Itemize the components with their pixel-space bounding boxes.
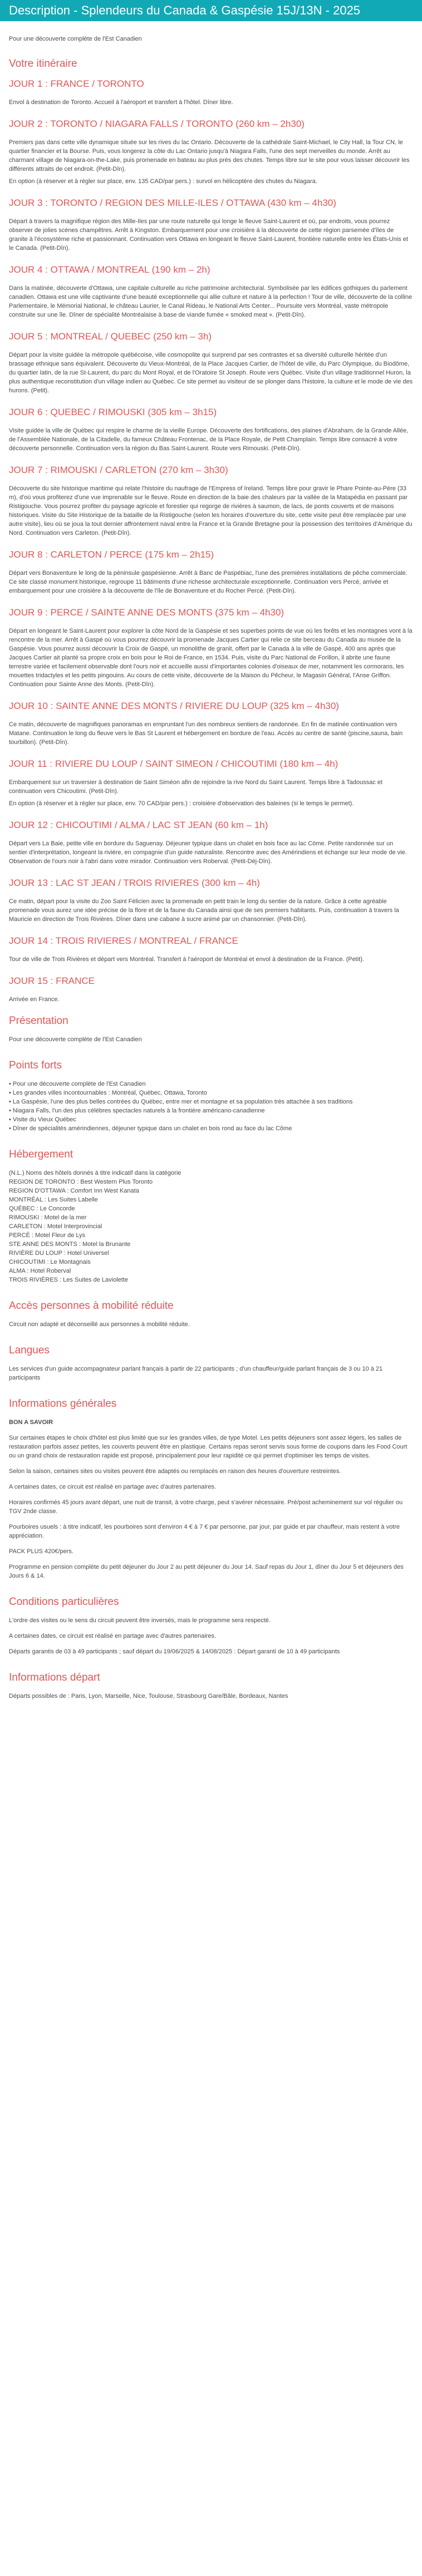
infos-paragraphs: [0, 1434, 422, 1580]
langues-title: Langues: [9, 1344, 50, 1356]
day-title: JOUR 6 : QUEBEC / RIMOUSKI (305 km – 3h15): [9, 407, 217, 417]
hotel-item: REGION D'OTTAWA : Comfort Inn West Kanata: [9, 1188, 139, 1194]
day-text: Arrivée en France.: [9, 996, 60, 1003]
hotel-item: QUÉBEC : Le Concorde: [9, 1205, 75, 1212]
day-10: [0, 700, 422, 747]
condition-paragraph: A certaines dates, ce circuit est réalisé en partage avec d'autres partenaires.: [9, 1633, 217, 1639]
points-section: [0, 1060, 422, 1133]
info-paragraph: PACK PLUS 420€/pers.: [9, 1548, 73, 1555]
itinerary-days: [0, 78, 422, 1004]
day-13: [0, 877, 422, 924]
info-paragraph: Selon la saison, certaines sites ou visites peuvent être adaptés ou remplacés en raison des heures d'ouverture restreintes.: [9, 1468, 341, 1475]
page-header: [0, 0, 422, 21]
page-title: Description - Splendeurs du Canada & Gaspésie 15J/13N - 2025: [9, 3, 361, 17]
info-paragraph: Sur certaines étapes le choix d'hôtel est plus limité que sur les grandes villes, de type Motel. Les petits déjeuners sont assez légers, les salles de restauration parfois assez petites, les couverts peuvent être en plastique. Certains repas seront servis sous forme de coupons dans les Food Court ou un grand choix de restauration rapide est proposé, principalement pour leur rapidité ce qui permet d'optimiser les temps de visites.: [9, 1435, 408, 1459]
day-11: [0, 758, 422, 808]
day-title: JOUR 7 : RIMOUSKI / CARLETON (270 km – 3h30): [9, 465, 228, 475]
day-4: [0, 264, 422, 319]
hotel-item: REGION DE TORONTO : Best Western Plus Toronto: [9, 1179, 153, 1185]
presentation-title: Présentation: [9, 1015, 68, 1027]
day-8: [0, 549, 422, 595]
day-14: [0, 935, 422, 964]
info-paragraph: Horaires confirmés 45 jours avant départ, une nuit de transit, à votre charge, peut s'avérer nécessaire. Pré/post acheminement sur vol régulier ou TGV 2nde classe.: [9, 1499, 403, 1515]
acces-section: [0, 1300, 422, 1329]
point-item: • La Gaspésie, l'une des plus belles contrées du Québec, entre mer et montagne et sa population très attachée à ses traditions: [9, 1099, 353, 1105]
infos-title: Informations générales: [9, 1398, 117, 1410]
day-text: Départ en longeant le Saint-Laurent pour explorer la côte Nord de la Gaspésie et ses superbes points de vue où les forêts et les montagnes vont à la rencontre de la mer. Arrêt à Gaspé où vous pourrez découvrir la promenade Jacques Cartier qui relie ce site berceau du Canada au musée de la Gaspésie. Vous pourrez aussi découvrir la Croix de Gaspé, un monolithe de granit, offert par le Canada à la ville de Gaspé, 400 ans après que Jacques Cartier ait planté sa propre croix en bois pour le Roi de France, en 1534. Puis, visite du Parc National de Forillon, il abrite une faune terrestre variée et facilement observable dont l'ours noir et accueille aussi d'importantes colonies d'oiseaux de mer, notamment les cormorans, les mouettes tridactyles et les petits pingouins. Au cours de cette visite, découverte de la Maison du Pêcheur, le Magasin Général, l'Anse Griffon. Continuation pour Sainte Anne des Monts. (Petit-Dîn).: [9, 628, 413, 688]
day-title: JOUR 8 : CARLETON / PERCE (175 km – 2h15): [9, 549, 214, 560]
day-title: JOUR 9 : PERCE / SAINTE ANNE DES MONTS (375 km – 4h30): [9, 607, 284, 618]
point-item: • Pour une découverte complète de l'Est Canadien: [9, 1081, 146, 1087]
day-15: [0, 975, 422, 1004]
conditions-title: Conditions particulières: [9, 1596, 119, 1608]
day-6: [0, 406, 422, 453]
day-text: Envol à destination de Toronto. Accueil à l'aéroport et transfert à l'hôtel. Dîner libre.: [9, 99, 233, 106]
hebergement-note: (N.L.) Noms des hôtels donnés à titre indicatif dans la catégorie: [9, 1170, 181, 1176]
acces-text: Circuit non adapté et déconseillé aux personnes à mobilité réduite.: [9, 1321, 190, 1328]
day-text: En option (à réserver et à régler sur place, env. 70 CAD/par pers.) : croisière d'observation des baleines (si le temps le permet).: [9, 800, 354, 807]
hotel-item: RIVIÈRE DU LOUP : Hotel Universel: [9, 1250, 109, 1257]
infos-section: [0, 1398, 422, 1580]
hebergement-title: Hébergement: [9, 1149, 73, 1160]
depart-title: Informations départ: [9, 1672, 100, 1683]
day-title: JOUR 11 : RIVIERE DU LOUP / SAINT SIMEON / CHICOUTIMI (180 km – 4h): [9, 758, 338, 769]
hotel-item: STE ANNE DES MONTS : Motel la Brunante: [9, 1241, 131, 1248]
hotel-item: MONTRÉAL : Les Suites Labelle: [9, 1196, 98, 1203]
hotel-item: TROIS RIVIÈRES : Les Suites de Laviolette: [9, 1277, 128, 1283]
day-text: Départ vers La Baie, petite ville en bordure du Saguenay. Déjeuner typique dans un chalet en bois face au lac Cöme. Petite randonnée sur un sentier d'interprétation, longeant la rivière, en compagnie d'un guide naturaliste. Rencontre avec des Amérindiens et échange sur leur mode de vie. Observation de l'ours noir à l'abri dans votre mirador. Continuation vers Roberval. (Petit-Déj-Dîn).: [9, 840, 407, 865]
point-item: • Dîner de spécialités amérindiennes, déjeuner typique dans un chalet en bois rond au face du lac Côme: [9, 1125, 292, 1132]
point-item: • Visite du Vieux Québec: [9, 1116, 76, 1123]
langues-text: Les services d'un guide accompagnateur parlant français à partir de 22 participants ; d'un chauffeur/guide parlant français de 3 ou 10 à 21 participants: [9, 1366, 383, 1381]
infos-subtitle: BON A SAVOIR: [9, 1419, 53, 1426]
hotel-item: ALMA : Hotel Roberval: [9, 1268, 71, 1274]
day-text: Dans la matinée, découverte d'Ottawa, une capitale culturelle au riche patrimoine architectural. Symbolisée par les édifices gothiques du parlement canadien. Ottawa est une ville captivante d'une beauté exceptionnelle qui allie culture et nature à la perfection ! Tour de ville, découverte de la colline Parlementaire, le Mémorial National, le château Laurier, le Canal Rideau, le National Arts Center... Poursuite vers Montréal, vaste métropole construite sur une île. Dîner de spécialité Montréalaise à base de viande fumée « smoked meat ». (Petit-Dîn).: [9, 285, 413, 318]
day-text: Départ à travers la magnifique région des Mille-Iles par une route naturelle qui longe le fleuve Saint-Laurent et où, par endroits, vous pourrez observer de jolies scènes champêtres. Arrêt à Kingston. Embarquement pour une croisière à la découverte de cette région parsemée d'îles de granite à l'écosystème riche et passionnant. Continuation vers Ottawa en longeant le fleuve Saint-Laurent, frontière naturelle entre les États-Unis et le Canada. (Petit-Dîn).: [9, 218, 408, 252]
day-1: [0, 78, 422, 107]
presentation-section: [0, 1015, 422, 1044]
presentation-text: Pour une découverte complète de l'Est Canadien: [9, 1036, 142, 1043]
condition-paragraph: Départs garantis de 03 à 49 participants ; sauf départ du 19/06/2025 & 14/08/2025 : Départ garanti de 10 à 49 participants: [9, 1648, 340, 1655]
hotel-item: CHICOUTIMI : Le Montagnais: [9, 1259, 91, 1265]
day-title: JOUR 13 : LAC ST JEAN / TROIS RIVIERES (300 km – 4h): [9, 878, 260, 888]
day-3: [0, 197, 422, 253]
itinerary-title: Votre itinéraire: [9, 58, 77, 70]
point-item: • Niagara Falls, l'un des plus célèbres spectacles naturels à la frontière américano-canadienne: [9, 1107, 265, 1114]
day-title: JOUR 14 : TROIS RIVIERES / MONTREAL / FRANCE: [9, 935, 238, 946]
day-2: [0, 118, 422, 186]
hotel-item: RIMOUSKI : Motel de la mer: [9, 1214, 87, 1221]
conditions-section: [0, 1596, 422, 1656]
day-title: JOUR 10 : SAINTE ANNE DES MONTS / RIVIERE DU LOUP (325 km – 4h30): [9, 701, 339, 711]
day-text: Premiers pas dans cette ville dynamique située sur les rives du lac Ontario. Découverte de la cathédrale Saint-Michael, le City Hall, la Tour CN, le quartier financier et la Bourse. Puis, vous longerez la côte du Lac Ontario jusqu'à Niagara Falls, l'une des sept merveilles du monde. Arrêt au charmant village de Niagara-on-the-Lake, puis promenade en bateau au plus près des chutes. Temps libre sur le site pour vous laisser découvrir les différents attraits de cet endroit. (Petit-Dîn).: [9, 139, 410, 173]
points-list: [0, 1080, 422, 1133]
langues-section: [0, 1344, 422, 1382]
day-title: JOUR 3 : TORONTO / REGION DES MILLE-ILES / OTTAWA (430 km – 4h30): [9, 198, 336, 208]
day-text: Tour de ville de Trois Rivières et départ vers Montréal. Transfert à l'aéroport de Montréal et envol à destination de la France. (Petit).: [9, 956, 364, 963]
conditions-paragraphs: [0, 1616, 422, 1656]
day-text: Visite guidée la ville de Québec qui respire le charme de la vieille Europe. Découverte des fortifications, des plaines d'Abraham, de la Grande Allée, de l'Assemblée Nationale, de la Citadelle, du fameux Château Frontenac, de la Place Royale, de Petit Champlain. Temps libre consacré à votre découverte personnelle. Continuation vers la région du Bas Saint-Laurent. Route vers Rimouski. (Petit-Dîn).: [9, 427, 409, 452]
day-text: Découverte du site historique maritime qui relate l'histoire du naufrage de l'Empress of Ireland. Temps libre pour gravir le Phare Pointe-au-Père (33 m), d'où vous profiterez d'une vue imprenable sur le fleuve. Route en direction de la baie des chaleurs par la vallée de la Matapédia en passant par Ristigouche. Vous pourrez profiter du paysage agricole et forestier qui regorge de rivières à saumon, de lacs, de ponts couverts et de maisons historiques. Visite du Site Historique de la bataille de la Ristigouche (selon les horaires d'ouverture du site, cette visite peut être remplacée par une autre visite), lieu où se joua la tout dernier affrontement naval entre la France et la Grande Bretagne pour la possession des territoires d'Amérique du Nord. Continuation vers Carleton. (Petit-Dîn).: [9, 485, 413, 536]
point-item: • Les grandes villes incontournables : Montréal, Québec, Ottawa, Toronto: [9, 1090, 207, 1096]
points-title: Points forts: [9, 1060, 62, 1071]
depart-section: [0, 1672, 422, 1701]
day-text: Ce matin, départ pour la visite du Zoo Saint Félicien avec la promenade en petit train le long du sentier de la nature. Grâce à cette agréable promenade vous aurez une idée précise de la flore et de la faune du Canada ainsi que de ses premiers habitants. Puis, continuation à travers la Mauricie en direction de Trois Rivières. Dîner dans une cabane à sucre animé par un chansonnier. (Petit-Dîn).: [9, 898, 399, 923]
depart-text: Départs possibles de : Paris, Lyon, Marseille, Nice, Toulouse, Strasbourg Gare/Bâle, Bordeaux, Nantes: [9, 1693, 288, 1700]
info-paragraph: A certaines dates, ce circuit est réalisé en partage avec d'autres partenaires.: [9, 1484, 217, 1490]
day-title: JOUR 1 : FRANCE / TORONTO: [9, 78, 144, 89]
day-title: JOUR 2 : TORONTO / NIAGARA FALLS / TORONTO (260 km – 2h30): [9, 119, 305, 129]
day-text: Ce matin, découverte de magnifiques panoramas en empruntant l'un des nombreux sentiers de randonnée. En fin de matinée continuation vers Matane. Continuation le long du fleuve vers le Bas St Laurent et hébergement en bordure de l'eau. Accès au centre de santé (piscine,sauna, bain tourbillon). (Petit-Dîn).: [9, 721, 403, 746]
day-7: [0, 464, 422, 538]
hotel-list: [0, 1178, 422, 1284]
day-text: En option (à réserver et à régler sur place, env. 135 CAD/par pers.) : survol en hélicoptère des chutes du Niagara.: [9, 178, 317, 185]
info-paragraph: Programme en pension complète du petit déjeuner du Jour 2 au petit déjeuner du Jour 14. Sauf repas du Jour 1, dîner du Jour 5 et déjeuners des Jours 6 & 14.: [9, 1564, 404, 1579]
day-title: JOUR 4 : OTTAWA / MONTREAL (190 km – 2h): [9, 264, 210, 275]
day-title: JOUR 15 : FRANCE: [9, 976, 95, 986]
day-12: [0, 819, 422, 866]
condition-paragraph: L'ordre des visites ou le sens du circuit peuvent être inversés, mais le programme sera respecté.: [9, 1617, 271, 1624]
hebergement-section: [0, 1149, 422, 1284]
intro-text: Pour une découverte complète de l'Est Canadien: [9, 36, 142, 42]
acces-title: Accès personnes à mobilité réduite: [9, 1300, 174, 1312]
day-text: Embarquement sur un traversier à destination de Saint Siméon afin de rejoindre la rive Nord du Saint Laurent. Temps libre à Tadoussac et continuation vers Chicoutimi. (Petit-Dîn).: [9, 779, 382, 795]
day-text: Départ vers Bonaventure le long de la péninsule gaspésienne. Arrêt à Banc de Paspébiac, l'une des premières installations de pêche commerciale. Ce site classé monument historique, regroupe 11 bâtiments d'une richesse architecturale exceptionnelle. Continuation vers Percé, arrivée et embarquement pour une croisière à la découverte de l'île de Bonaventure et du Rocher Percé. (Petit-Dîn).: [9, 570, 408, 594]
day-5: [0, 331, 422, 395]
day-text: Départ pour la visite guidée la métropole québécoise, ville cosmopolite qui surprend par ses contrastes et sa diversité culturelle héritée d'un brassage ethnique sans équivalent. Découverte du Vieux-Montréal, de la Place Jacques Cartier, de l'hôtel de ville, du Parc Olympique, du Biodôme, du quartier latin, de la rue St-Laurent, du parc du Mont Royal, et de l'Oratoire St Joseph. Route vers Québec. Visite d'un village traditionnel Huron, la plus authentique reconstitution d'un village indien au Québec. Ce site permet au visiteur de se plonger dans l'histoire, la culture et le mode de vie des hurons. (Petit).: [9, 352, 413, 394]
hotel-item: PERCÉ : Motel Fleur de Lys: [9, 1232, 86, 1239]
info-paragraph: Pourboires usuels : à titre indicatif, les pourboires sont d'environ 4 € à 7 € par personne, par jour, par guide et par chauffeur, mais restent à votre appréciation.: [9, 1524, 400, 1539]
day-title: JOUR 12 : CHICOUTIMI / ALMA / LAC ST JEAN (60 km – 1h): [9, 820, 268, 830]
hotel-item: CARLETON : Motel Interprovincial: [9, 1223, 102, 1230]
day-9: [0, 607, 422, 689]
day-title: JOUR 5 : MONTREAL / QUEBEC (250 km – 3h): [9, 331, 212, 342]
